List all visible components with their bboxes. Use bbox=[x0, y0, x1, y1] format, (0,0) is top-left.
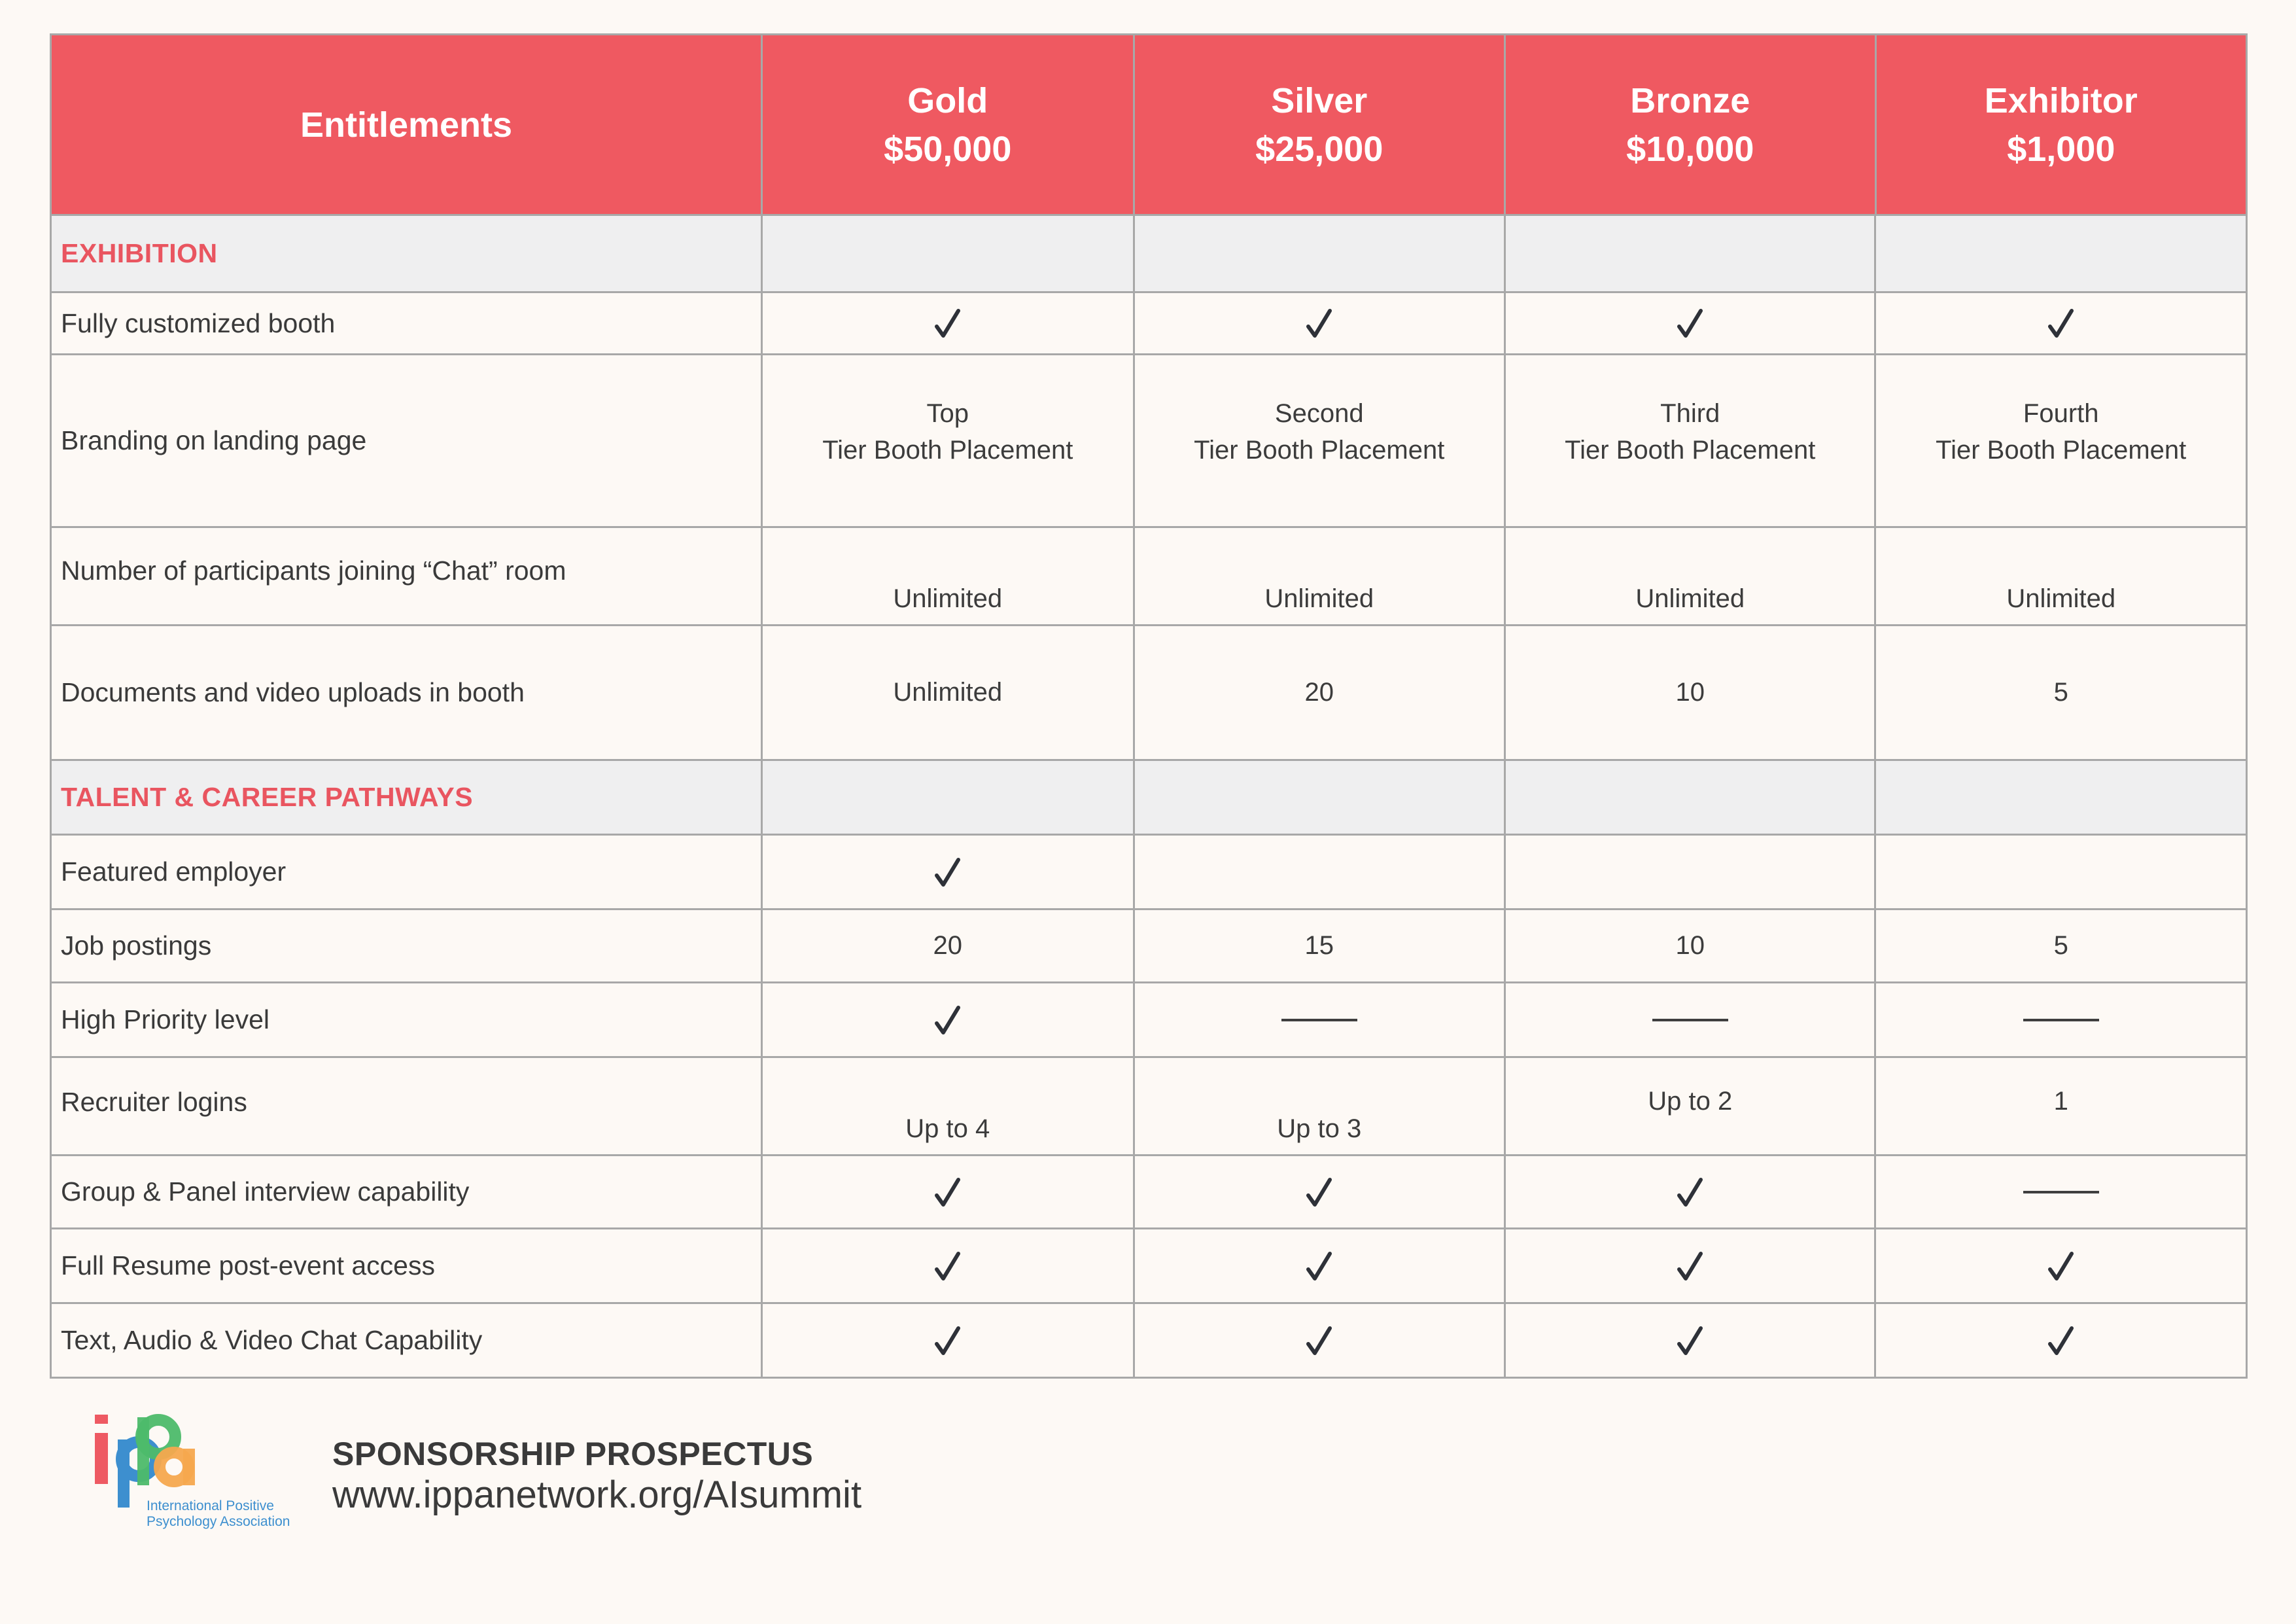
placement-line2: Tier Booth Placement bbox=[822, 435, 1073, 465]
value-text: Up to 3 bbox=[1277, 1114, 1362, 1143]
sponsorship-table bbox=[50, 33, 2248, 1379]
table-row bbox=[50, 1156, 2248, 1229]
value-cell bbox=[1135, 1058, 1506, 1156]
value-cell bbox=[1135, 626, 1506, 761]
check-icon bbox=[933, 856, 962, 889]
value-cell bbox=[1506, 836, 1876, 910]
tier-name: Gold bbox=[907, 80, 988, 120]
table-row bbox=[50, 528, 2248, 626]
row-label-cell bbox=[52, 528, 763, 626]
dash-icon bbox=[2023, 1191, 2099, 1193]
footer-url[interactable]: www.ippanetwork.org/AIsummit bbox=[332, 1473, 862, 1516]
empty-cell bbox=[1135, 216, 1506, 293]
logo-i-stem bbox=[95, 1433, 108, 1484]
check-icon bbox=[2047, 1324, 2076, 1357]
check-icon bbox=[933, 1324, 962, 1357]
value-cell bbox=[763, 1229, 1134, 1304]
value-cell bbox=[1876, 836, 2247, 910]
check-icon bbox=[1305, 307, 1334, 340]
value-cell bbox=[1876, 910, 2247, 983]
header-tier-exhibitor bbox=[1877, 35, 2248, 216]
value-text: Up to 2 bbox=[1648, 1087, 1733, 1116]
empty-cell bbox=[763, 216, 1134, 293]
check-icon bbox=[1305, 1176, 1334, 1209]
logo-i-dot bbox=[95, 1415, 108, 1424]
row-label: Number of participants joining “Chat” room bbox=[61, 556, 566, 586]
row-label-cell bbox=[52, 1229, 763, 1304]
value-cell bbox=[1135, 528, 1506, 626]
check-icon bbox=[1676, 1250, 1705, 1282]
value-cell bbox=[763, 910, 1134, 983]
value-text: 5 bbox=[2053, 931, 2068, 960]
header-tier-bronze bbox=[1506, 35, 1877, 216]
value-text: Unlimited bbox=[893, 584, 1003, 613]
logo-caption-2: Psychology Association bbox=[147, 1514, 290, 1529]
table-row bbox=[50, 836, 2248, 910]
value-text: 5 bbox=[2053, 678, 2068, 707]
value-cell bbox=[763, 1156, 1134, 1229]
value-text: 10 bbox=[1675, 678, 1705, 707]
row-label-cell bbox=[52, 1058, 763, 1156]
value-text: Unlimited bbox=[1264, 584, 1374, 613]
dash-icon bbox=[1281, 1019, 1357, 1021]
value-text: Unlimited bbox=[1635, 584, 1745, 613]
logo-caption-1: International Positive bbox=[147, 1498, 274, 1513]
table-header-row bbox=[50, 33, 2248, 216]
value-cell bbox=[1506, 1229, 1876, 1304]
row-label: Group & Panel interview capability bbox=[61, 1176, 470, 1207]
value-cell bbox=[763, 1058, 1134, 1156]
value-cell bbox=[1506, 1304, 1876, 1379]
empty-cell bbox=[1876, 761, 2247, 836]
row-label-cell bbox=[52, 983, 763, 1058]
value-text: Unlimited bbox=[2006, 584, 2116, 613]
value-cell bbox=[1876, 1229, 2247, 1304]
empty-cell bbox=[1135, 761, 1506, 836]
row-label: Text, Audio & Video Chat Capability bbox=[61, 1325, 483, 1355]
footer-text bbox=[332, 1435, 861, 1517]
row-label-cell bbox=[52, 1156, 763, 1229]
row-label-cell bbox=[52, 1304, 763, 1379]
value-text: 20 bbox=[1304, 678, 1334, 707]
row-label: Branding on landing page bbox=[61, 425, 367, 455]
empty-cell bbox=[1506, 216, 1876, 293]
placement-line1: Fourth bbox=[2023, 398, 2099, 428]
value-cell bbox=[763, 1304, 1134, 1379]
check-icon bbox=[933, 1176, 962, 1209]
placement-line1: Top bbox=[926, 398, 969, 428]
section-title: EXHIBITION bbox=[61, 238, 218, 268]
value-cell bbox=[1876, 528, 2247, 626]
table-row bbox=[50, 355, 2248, 528]
header-entitlements-label: Entitlements bbox=[300, 105, 513, 145]
value-cell bbox=[1506, 528, 1876, 626]
placement-line2: Tier Booth Placement bbox=[1565, 435, 1816, 465]
value-cell bbox=[1135, 293, 1506, 355]
value-cell bbox=[763, 528, 1134, 626]
row-label-cell bbox=[52, 626, 763, 761]
table-row bbox=[50, 293, 2248, 355]
header-entitlements bbox=[52, 35, 763, 216]
row-label: Featured employer bbox=[61, 856, 287, 887]
check-icon bbox=[1676, 307, 1705, 340]
table-row bbox=[50, 1304, 2248, 1379]
value-text: 1 bbox=[2053, 1087, 2068, 1116]
empty-cell bbox=[1876, 216, 2247, 293]
value-cell bbox=[1876, 355, 2247, 528]
row-label: Recruiter logins bbox=[61, 1087, 247, 1117]
dash-icon bbox=[1652, 1019, 1728, 1021]
value-cell bbox=[1506, 1156, 1876, 1229]
header-tier-gold bbox=[763, 35, 1135, 216]
value-cell bbox=[1135, 1156, 1506, 1229]
value-cell bbox=[763, 836, 1134, 910]
check-icon bbox=[2047, 1250, 2076, 1282]
value-cell bbox=[763, 355, 1134, 528]
value-cell bbox=[1506, 626, 1876, 761]
placement-text bbox=[822, 395, 1073, 468]
check-icon bbox=[1305, 1324, 1334, 1357]
placement-text bbox=[1194, 395, 1444, 468]
ippa-logo bbox=[92, 1413, 314, 1538]
value-cell bbox=[1876, 293, 2247, 355]
value-cell bbox=[1506, 293, 1876, 355]
value-cell bbox=[1876, 983, 2247, 1058]
section-title: TALENT & CAREER PATHWAYS bbox=[61, 782, 474, 812]
value-cell bbox=[1135, 910, 1506, 983]
value-cell bbox=[1876, 626, 2247, 761]
value-cell bbox=[1506, 1058, 1876, 1156]
tier-name: Bronze bbox=[1630, 80, 1750, 120]
header-tier-silver bbox=[1135, 35, 1506, 216]
value-cell bbox=[1506, 355, 1876, 528]
footer-title: SPONSORSHIP PROSPECTUS bbox=[332, 1435, 814, 1472]
tier-price: $25,000 bbox=[1255, 129, 1383, 169]
value-cell bbox=[1135, 983, 1506, 1058]
section-title-cell bbox=[52, 761, 763, 836]
value-text: 20 bbox=[933, 931, 963, 960]
ippa-logo-icon bbox=[92, 1413, 314, 1538]
value-cell bbox=[1876, 1156, 2247, 1229]
row-label-cell bbox=[52, 836, 763, 910]
tier-name: Exhibitor bbox=[1984, 80, 2138, 120]
dash-icon bbox=[2023, 1019, 2099, 1021]
value-cell bbox=[1876, 1304, 2247, 1379]
value-text: Unlimited bbox=[893, 678, 1003, 707]
value-cell bbox=[1506, 910, 1876, 983]
placement-line1: Second bbox=[1274, 398, 1364, 428]
tier-price: $50,000 bbox=[884, 129, 1012, 169]
value-cell bbox=[1506, 983, 1876, 1058]
check-icon bbox=[1676, 1176, 1705, 1209]
row-label-cell bbox=[52, 355, 763, 528]
value-cell bbox=[1135, 836, 1506, 910]
value-cell bbox=[763, 983, 1134, 1058]
table-row bbox=[50, 1229, 2248, 1304]
check-icon bbox=[1676, 1324, 1705, 1357]
table-row bbox=[50, 983, 2248, 1058]
check-icon bbox=[933, 1250, 962, 1282]
section-row-talent bbox=[50, 761, 2248, 836]
value-cell bbox=[763, 293, 1134, 355]
placement-text bbox=[1936, 395, 2186, 468]
section-row-exhibition bbox=[50, 216, 2248, 293]
row-label: Fully customized booth bbox=[61, 308, 336, 338]
value-cell bbox=[1135, 355, 1506, 528]
empty-cell bbox=[763, 761, 1134, 836]
value-cell bbox=[763, 626, 1134, 761]
row-label: High Priority level bbox=[61, 1004, 270, 1034]
value-cell bbox=[1135, 1229, 1506, 1304]
row-label: Documents and video uploads in booth bbox=[61, 677, 525, 707]
placement-line2: Tier Booth Placement bbox=[1936, 435, 2187, 465]
table-row bbox=[50, 910, 2248, 983]
check-icon bbox=[1305, 1250, 1334, 1282]
table-row bbox=[50, 1058, 2248, 1156]
tier-price: $10,000 bbox=[1626, 129, 1754, 169]
check-icon bbox=[933, 307, 962, 340]
check-icon bbox=[933, 1004, 962, 1036]
row-label-cell bbox=[52, 910, 763, 983]
row-label: Full Resume post-event access bbox=[61, 1250, 435, 1280]
tier-price: $1,000 bbox=[2007, 129, 2115, 169]
tier-name: Silver bbox=[1271, 80, 1368, 120]
table-row bbox=[50, 626, 2248, 761]
placement-line2: Tier Booth Placement bbox=[1194, 435, 1445, 465]
row-label: Job postings bbox=[61, 930, 212, 961]
value-cell bbox=[1876, 1058, 2247, 1156]
logo-a-stem bbox=[183, 1449, 195, 1485]
value-text: 15 bbox=[1304, 931, 1334, 960]
value-text: Up to 4 bbox=[905, 1114, 990, 1143]
section-title-cell bbox=[52, 216, 763, 293]
value-text: 10 bbox=[1675, 931, 1705, 960]
placement-line1: Third bbox=[1660, 398, 1720, 428]
value-cell bbox=[1135, 1304, 1506, 1379]
empty-cell bbox=[1506, 761, 1876, 836]
check-icon bbox=[2047, 307, 2076, 340]
placement-text bbox=[1565, 395, 1815, 468]
row-label-cell bbox=[52, 293, 763, 355]
footer bbox=[92, 1413, 861, 1538]
